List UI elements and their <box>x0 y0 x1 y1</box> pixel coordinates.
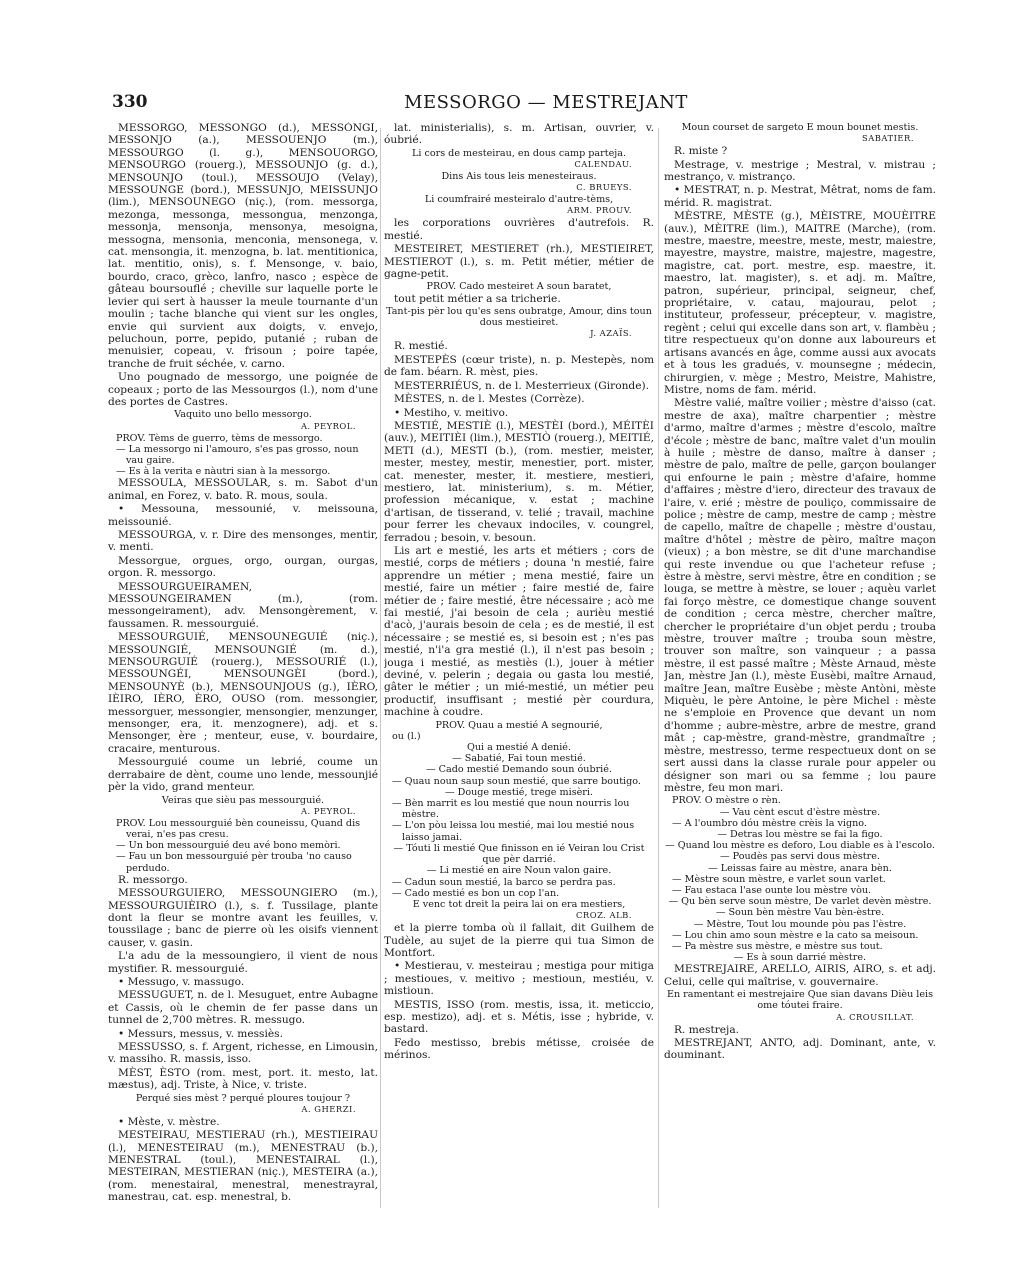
quotation-verse: — Fau un bon messourguié pèr trouba 'no causo perdudo. <box>116 851 352 874</box>
quotation-verse: — Poudès pas servi dous mèstre. <box>720 851 880 863</box>
quotation-verse: ou (l.) <box>392 730 421 742</box>
entry-paragraph: R. miste ? <box>674 145 728 158</box>
entry-paragraph: lat. ministerialis), s. m. Artisan, ouvrier, v. óubrié. <box>384 122 654 147</box>
entry-paragraph: et la pierre tomba où il fallait, dit Guilhem de Tudèle, au sujet de la pierre qui tua Simon de Montfort. <box>384 922 654 959</box>
quotation-verse: Veiras que sièu pas messourguié. <box>161 794 325 806</box>
quotation-verse: E venc tot dreit la peira lai on era mestiers, <box>412 898 626 910</box>
quotation-verse: PROV. O mèstre o rèn. <box>672 795 781 807</box>
quotation-verse: — Fau estaca l'ase ounte lou mèstre vòu. <box>672 884 872 896</box>
entry-paragraph: MESSOULA, MESSOULAR, s. m. Sabot d'un animal, en Forez, v. bato. R. mous, soula. <box>108 477 378 502</box>
quotation-verse: — L'on pòu leissa lou mestié, mai lou mestié nous laisso jamai. <box>392 820 635 843</box>
quotation-verse: — A l'oumbro dóu mèstre crèis la vigno. <box>672 817 867 829</box>
quotation-verse: — Un bon messourguié deu avé bono memòri. <box>116 840 341 852</box>
quotation-verse: — Cado mestié es bon un cop l'an. <box>392 887 560 899</box>
quotation-verse: — Es à soun darrié mèstre. <box>733 952 867 964</box>
quotation-verse: — Mèstre soun mèstre, e varlet soun varlet. <box>672 873 886 885</box>
entry-paragraph: MESTIS, ISSO (rom. mestis, issa, it. meticcio, esp. mestizo), adj. et s. Métis, isse ; hybride, v. bastard. <box>384 998 654 1036</box>
entry-paragraph: Lis art e mestié, les arts et métiers ; cors de mestié, corps de métiers ; douna 'n mestié, faire apprendre un métier ; mena mestié, faire un mestié, faire un métier ; faire mestié de, faire métier de ; faire mestié, être nécessaire ; acò me fai mestié, j'ai besoin de cela ; aurièu mestié d'acò, j'aurais besoin de cela ; es de mestié, il est nécessaire ; se mestié es, si besoin est ; n'es pas mestié, n'i'a gra mestié (l.), il n'est pas besoin ; jouga i mestié, as mestiès (l.), jouer à métier deviné, v. pelerin ; degaia ou gasta lou mestié, gâter le métier ; un mié-mestié, un métier peu productif, insuffisant ; mestié pèr courdura, machine à coudre. <box>384 544 654 719</box>
quotation-verse: — Cado mestié Demando soun óubrié. <box>426 764 612 776</box>
column-right <box>664 122 936 1212</box>
quotation-source: C. BRUEYS. <box>576 182 632 193</box>
entry-paragraph: MESSUGUET, n. de l. Mesuguet, entre Aubagne et Cassis, où le chemin de fer passe dans un tunnel de 2,700 mètres. R. messugo. <box>108 989 378 1027</box>
quotation-source: SABATIER. <box>861 133 914 144</box>
entry-paragraph: Mestrage, v. mestrige ; Mestral, v. mistrau ; mestranço, v. mistranço. <box>664 158 936 184</box>
quotation-verse: — Cadun soun mestié, la barco se perdra pas. <box>392 876 616 888</box>
entry-paragraph: • Mestierau, v. mesteirau ; mestiga pour mitiga ; mestioues, v. meitivo ; mestioun, mestiéu, v. mistioun. <box>384 960 654 998</box>
quotation-source: ARM. PROUV. <box>567 205 632 216</box>
page-header <box>96 92 956 120</box>
running-head: MESSORGO — MESTREJANT <box>404 92 688 113</box>
quotation-verse: — Tóuti li mestié Que finisson en ié Veiran lou Crist que pèr darrié. <box>393 842 645 866</box>
entry-paragraph: R. mestié. <box>394 340 448 353</box>
quotation-verse: En ramentant ei mestrejaire Que sian davans Dièu leis ome tóutei fraire. <box>666 989 934 1012</box>
entry-paragraph: • Messouna, messounié, v. meissouna, meissounié. <box>108 503 378 528</box>
quotation-verse: — Detras lou mèstre se fai la figo. <box>717 828 883 840</box>
entry-paragraph: MESSOURGA, v. r. Dire des mensonges, mentir, v. menti. <box>108 528 378 554</box>
quotation-verse: PROV. Tèms de guerro, tèms de messorgo. <box>116 432 323 444</box>
column-left <box>108 122 378 1212</box>
quotation-verse: — La messorgo ni l'amouro, s'es pas grosso, noun vau gaire. <box>116 443 359 466</box>
entry-paragraph: MESTEIRET, MESTIERET (rh.), MESTIEIRET, MESTIEROT (l.), s. m. Petit métier, métier de gagne-petit. <box>384 243 654 281</box>
quotation-verse: — Pa mèstre sus mèstre, e mèstre sus tout. <box>672 940 883 952</box>
quotation-source: J. AZAÏS. <box>590 328 632 339</box>
quotation-verse: — Sabatié, Fai toun mestié. <box>452 753 586 765</box>
quotation-source: A. CROUSILLAT. <box>836 1011 914 1022</box>
quotation-verse: Qui a mestié A denié. <box>466 742 572 754</box>
quotation-verse: PROV. Quau a mestié A segnourié, <box>435 719 603 731</box>
quotation-verse: Dins Ais tous leis menesteiraus. <box>441 171 597 183</box>
quotation-verse: — Leissas faire au mèstre, anara bèn. <box>708 862 892 874</box>
quotation-verse: Li cors de mesteirau, en dous camp parteja. <box>411 147 627 159</box>
entry-paragraph: MESSOURGUIÉ, MENSOUNEGUIÉ (niç.), MESSOUNGIÉ, MENSOUNGIÉ (m. d.), MENSOURGUIÉ (rouerg.), MESSOURIÉ (l.), MESSOUNGÉI, MENSOUNGÈI (bord.), MENSOUNYÈ (b.), MENSOUNJOUS (g.), IÈRO, IÈIRO, IÈRO, ÈRO, OUSO (rom. messongier, messorguer, messongier, mensongier, menzunger, mensonger, era, it. menzognere), adj. et s. Mensonger, ère ; menteur, euse, v. bourdaire, cracaire, menturous. <box>108 631 378 755</box>
quotation-verse: Tant-pis pèr lou qu'es sens oubratge, Amour, dins toun dous mestieiret. <box>386 306 652 329</box>
quotation-verse: — Mèstre, Tout lou mounde pòu pas l'èstre. <box>693 918 907 930</box>
entry-paragraph: • Mèste, v. mèstre. <box>118 1115 220 1128</box>
entry-paragraph: Mèstre valié, maître voilier ; mèstre d'aisso (cat. mestre de axa), maître charpentier ; mèstre d'armo, maître d'armes ; mèstre d'escolo, maître d'école ; mèstre de banc, maître valet d'un moulin à huile ; mèstre de danso, maître à danser ; mèstre de palo, maître de pelle, garçon boulanger qui enfourne le pain ; mèstre d'afaire, homme d'affaires ; mèstre d'iero, directeur des travaux de l'aire, v. erié ; mèstre de pouliço, commissaire de police ; mèstre de camp, mestre de camp ; mèstre de capello, maître de chapelle ; mèstre d'oustau, maître d'hôtel ; mèstre de pèiro, maître maçon (vieux) ; a bon mèstre, se dit d'une marchandise qui reste invendue ou que l'acheteur refuse ; èstre à mèstre, servi mèstre, être en condition ; se louga, se mettre à mèstre, se louer ; aquèu varlet fai forço mèstre, ce domestique change souvent de condition ; cerca mèstre, chercher maître, chercher le propriétaire d'un objet perdu ; trouba mèstre, trouver maître ; trouba soun mèstre, trouver son maître, son vainqueur ; a passa mèstre, il est passé maître ; Mèste Arnaud, mèste Jan, mèstre Jan (l.), mèste Eusèbi, maître Arnaud, maître Jean, maître Eusèbe ; mèste Antòni, mèste Miquèu, le père Antoine, le père Michel : mèste ne s'emploie en Provence que devant un nom d'homme ; aubre-mèstre, arbre de mestre, grand mât ; cap-mèstre, grand-mèstre, grandmaître ; mèstre, mestresso, terme respectueux dont on se sert aussi dans la classe rurale pour appeler ou désigner son mari ou sa femme ; lou paure mèstre, feu mon mari. <box>664 397 936 794</box>
quotation-verse: Moun courset de sargeto E moun bounet mestis. <box>681 122 919 133</box>
entry-paragraph: • Messugo, v. massugo. <box>118 975 245 988</box>
quotation-verse: Vaquito uno bello messorgo. <box>174 409 312 421</box>
quotation-verse: — Li mestié en aire Noun valon gaire. <box>426 865 612 877</box>
quotation-verse: PROV. Cado mesteiret A soun baratet, <box>426 281 612 293</box>
quotation-source: A. PEYROL. <box>300 805 356 816</box>
entry-paragraph: MESTEIRAU, MESTIERAU (rh.), MESTIEIRAU (l.), MENESTEIRAU (m.), MENESTRAU (b.), MENESTRAL (toul.), MENESTAIRAL (l.), MESTEIRAN, MESTIERAN (niç.), MESTEIRA (a.), (rom. menestairal, menestral, menestrayral, manestrau, cat. esp. menestral, b. <box>108 1129 378 1204</box>
entry-paragraph: Uno pougnado de messorgo, une poignée de copeaux ; porto de las Messourgos (l.), nom d'une des portes de Castres. <box>108 371 378 408</box>
entry-paragraph: R. mestreja. <box>674 1023 740 1036</box>
entry-paragraph: tout petit métier a sa tricherie. <box>394 292 561 305</box>
entry-paragraph: MESSOURGUIERO, MESSOUNGIERO (m.), MESSOURGUIÈIRO (l.), s. f. Tussilage, plante dont la fleur se montre avant les feuilles, v. toussilage ; banc de pierre où les oisifs viennent causer, v. gasin. <box>108 887 378 949</box>
entry-paragraph: MESSUSSO, s. f. Argent, richesse, en Limousin, v. massiho. R. massis, isso. <box>108 1041 378 1066</box>
column-rule-right <box>658 128 659 1208</box>
entry-paragraph: • MESTRAT, n. p. Mestrat, Mêtrat, noms de fam. mérid. R. magistrat. <box>664 184 936 209</box>
quotation-source: A. PEYROL. <box>300 420 356 431</box>
quotation-verse: — Soun bèn mèstre Vau bèn-èstre. <box>715 907 885 919</box>
quotation-verse: Li coumfrairé mesteiralo d'autre-tèms, <box>424 194 614 206</box>
quotation-verse: — Quand lou mèstre es deforo, Lou diable es à l'escolo. <box>665 840 935 852</box>
quotation-source: A. GHERZI. <box>301 1103 356 1114</box>
column-rule-left <box>380 128 381 1208</box>
entry-paragraph: MÈSTES, n. de l. Mestes (Corrèze). <box>394 393 585 406</box>
entry-paragraph: MESTREJAIRE, ARELLO, AIRIS, AIRO, s. et adj. Celui, celle qui maîtrise, v. gouvernaire. <box>664 963 936 988</box>
entry-paragraph: R. messorgo. <box>118 873 188 886</box>
column-middle <box>384 122 654 1212</box>
entry-paragraph: MESTIÉ, MESTIÈ (l.), MESTÈI (bord.), MÉITÈI (auv.), MEITIÈI (lim.), MESTIÒ (rouerg.), MEITIÉ, METI (d.), MESTI (b.), (rom. mestier, meister, mester, mestey, mestir, menestier, port. mister, cat. menester, mester, it. mestiere, mestieri, mestiero, lat. ministerium), s. m. Métier, profession mécanique, v. estat ; machine d'artisan, de tisserand, v. telié ; travail, machine pour ferrer les chevaux indociles, v. coungrel, ferradou ; besoin, v. besoun. <box>384 419 654 544</box>
quotation-verse: — Qu bèn serve soun mèstre, De varlet devèn mèstre. <box>668 896 932 908</box>
quotation-verse: PROV. Lou messourguié bèn couneissu, Quand dis verai, n'es pas cresu. <box>116 817 361 840</box>
quotation-source: CALENDAU. <box>574 159 632 170</box>
entry-paragraph: MESTEPÈS (cœur triste), n. p. Mestepès, nom de fam. béarn. R. mèst, pies. <box>384 353 654 379</box>
page-number: 330 <box>112 92 148 112</box>
entry-paragraph: MÈSTRE, MÈSTE (g.), MÈISTRE, MOUÈITRE (auv.), MÈITRE (lim.), MAITRE (Marche), (rom. mestre, maestre, meestre, meste, mestr, maiestre, mayestre, maystre, maistre, majestre, magestre, magistre, cat. port. mestre, esp. maestre, it. maestro, lat. magister), s. et adj. m. Maître, patron, supérieur, principal, seigneur, chef, propriétaire, v. catau, majourau, pelot ; instituteur, professeur, précepteur, v. magistre, regènt ; celui qui excelle dans son art, v. flambèu ; titre respectueux qu'on donne aux laboureurs et artisans avancés en âge, comme aussi aux avocats et à tous les gradués, v. mounsegne ; médecin, chirurgien, v. mège ; Mestro, Meistre, Mahistre, Mistre, noms de fam. mérid. <box>664 210 936 396</box>
entry-paragraph: MESSOURGUEIRAMEN, MESSOUNGEIRAMEN (m.), (rom. messongeirament), adv. Mensongèrement, v. faussamen. R. messourguié. <box>108 580 378 630</box>
quotation-verse: — Es à la verita e nàutri sian à la messorgo. <box>116 466 331 478</box>
quotation-verse: — Bèn marrit es lou mestié que noun nourris lou mèstre. <box>392 798 630 821</box>
entry-paragraph: les corporations ouvrières d'autrefois. R. mestié. <box>384 217 654 242</box>
quotation-verse: — Douge mestié, trege misèri. <box>444 786 593 798</box>
quotation-verse: Perqué sies mèst ? perqué ploures toujour ? <box>135 1092 351 1104</box>
entry-paragraph: Fedo mestisso, brebis métisse, croisée de mérinos. <box>384 1036 654 1062</box>
entry-paragraph: MESTERRIÉUS, n. de l. Mesterrieux (Gironde). <box>394 379 649 392</box>
entry-paragraph: MESSORGO, MESSONGO (d.), MESSÒNGI, MESSONJO (a.), MESSOUENJO (m.), MESSOURGO (l. g.), MENSOUORGO, MENSOURGO (rouerg.), MESSOUNJO (g. d.), MENSOUNJO (toul.), MESSOUJO (Velay), MESSOUNGE (bord.), MESSUNJO, MEISSUNJO (lim.), MENSOUNEGO (niç.), (rom. messorga, mezonga, messonga, messongua, menzonga, messonja, mensonja, mensonya, mesoigna, messogna, mensonia, menconia, mensonega, v. cat. mensongia, it. menzogna, b. lat. mentitionica, lat. mentitio, onis), s. f. Mensonge, v. baio, bourdo, craco, grèco, lanfro, nasco ; espèce de gâteau boursouflé ; cheville sur laquelle porte le levier qui sert à hausser la meule tournante d'un moulin ; tache blanche qui vient sur les ongles, envie qui survient aux doigts, v. envejo, peluchoun, porre, pepido, putanié ; ruban de menuisier, copeau, v. frisoun ; poire tapée, tranche de fruit séchée, v. carno. <box>108 122 378 370</box>
entry-paragraph: Messorgue, orgues, orgo, ourgan, ourgas, orgon. R. messorgo. <box>108 554 378 580</box>
quotation-verse: — Vau cènt escut d'èstre mèstre. <box>719 806 881 818</box>
entry-paragraph: • Messurs, messus, v. messiès. <box>118 1027 283 1040</box>
entry-paragraph: MESTREJANT, ANTO, adj. Dominant, ante, v. douminant. <box>664 1037 936 1062</box>
entry-paragraph: • Mestiho, v. meitivo. <box>394 406 509 419</box>
quotation-verse: — Lou chin amo soun mèstre e la cato sa meisoun. <box>672 929 919 941</box>
entry-paragraph: Messourguié coume un lebrié, coume un derrabaire de dènt, coume uno lende, messounjié pèr la vido, grand menteur. <box>108 756 378 794</box>
quotation-source: CROZ. ALB. <box>575 910 632 921</box>
entry-paragraph: MÈST, ÈSTO (rom. mest, port. it. mesto, lat. mæstus), adj. Triste, à Nice, v. triste. <box>108 1066 378 1092</box>
entry-paragraph: L'a adu de la messoungiero, il vient de nous mystifier. R. messourguié. <box>108 950 378 975</box>
quotation-verse: — Quau noun saup soun mestié, que sarre boutigo. <box>392 775 641 787</box>
